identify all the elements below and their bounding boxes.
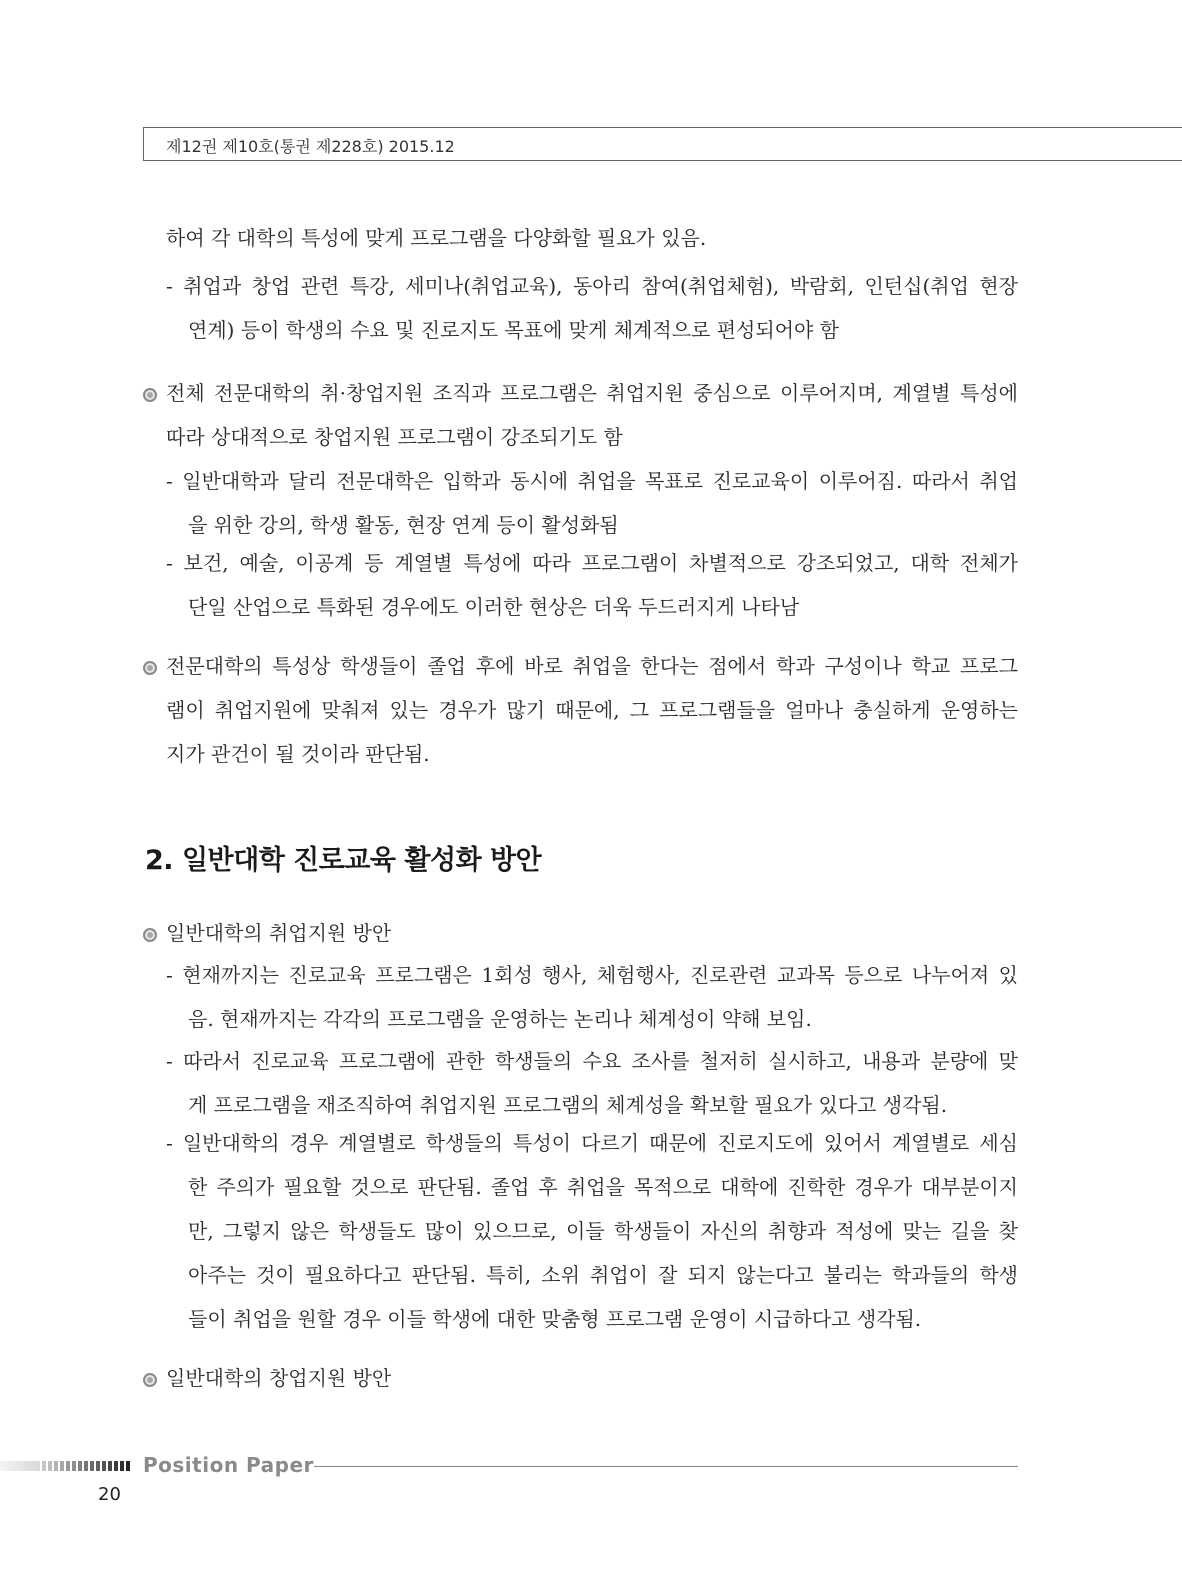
text-line: 단일 산업으로 특화된 경우에도 이러한 현상은 더욱 두드러지게 나타남 <box>188 595 800 619</box>
dash-item <box>166 459 1018 547</box>
bullet-item <box>166 911 391 955</box>
footer-rule <box>314 1466 1018 1467</box>
publication-label: Position Paper <box>143 1453 314 1477</box>
text-line: 하여 각 대학의 특성에 맞게 프로그램을 다양화할 필요가 있음. <box>166 226 707 250</box>
paragraph <box>166 216 706 260</box>
text-line: - 취업과 창업 관련 특강, 세미나(취업교육), 동아리 참여(취업체험), 박람회, 인턴십(취업 현장 <box>166 274 1018 298</box>
dash-item <box>166 1121 1018 1341</box>
text-line: 아주는 것이 필요하다고 판단됨. 특히, 소위 취업이 잘 되지 않는다고 불리는 학과들의 학생 <box>188 1263 1018 1287</box>
text-line: - 현재까지는 진로교육 프로그램은 1회성 행사, 체험행사, 진로관련 교과목 등으로 나누어져 있 <box>166 963 1018 987</box>
text-line: 램이 취업지원에 맞춰져 있는 경우가 많기 때문에, 그 프로그램들을 얼마나 충실하게 운영하는 <box>166 698 1018 722</box>
text-line: 연계) 등이 학생의 수요 및 진로지도 목표에 맞게 체계적으로 편성되어야 함 <box>188 318 839 342</box>
page-number: 20 <box>98 1484 121 1505</box>
text-line: - 일반대학의 경우 계열별로 학생들의 특성이 다르기 때문에 진로지도에 있어서 계열별로 세심 <box>166 1131 1018 1155</box>
text-line: 을 위한 강의, 학생 활동, 현장 연계 등이 활성화됨 <box>188 513 619 537</box>
bullet-icon <box>143 661 157 675</box>
issue-info: 제12권 제10호(통권 제228호) 2015.12 <box>166 137 455 156</box>
text-line: 만, 그렇지 않은 학생들도 많이 있으므로, 이들 학생들이 자신의 취향과 적성에 맞는 길을 찾 <box>188 1219 1018 1243</box>
text-line: - 따라서 진로교육 프로그램에 관한 학생들의 수요 조사를 철저히 실시하고, 내용과 분량에 맞 <box>166 1049 1018 1073</box>
text-line: 따라 상대적으로 창업지원 프로그램이 강조되기도 함 <box>166 425 623 449</box>
bullet-item <box>166 644 1018 776</box>
dash-item <box>166 1039 1018 1127</box>
dash-item <box>166 953 1018 1041</box>
bullet-item <box>166 1356 391 1400</box>
text-line: 일반대학의 창업지원 방안 <box>166 1366 392 1390</box>
bullet-icon <box>143 928 157 942</box>
dash-item <box>166 541 1018 629</box>
bullet-icon <box>143 1373 157 1387</box>
text-line: 한 주의가 필요할 것으로 판단됨. 졸업 후 취업을 목적으로 대학에 진학한 경우가 대부분이지 <box>188 1175 1018 1199</box>
bullet-icon <box>143 388 157 402</box>
text-line: 일반대학의 취업지원 방안 <box>166 921 392 945</box>
section-heading: 2. 일반대학 진로교육 활성화 방안 <box>145 845 542 876</box>
text-line: - 보건, 예술, 이공계 등 계열별 특성에 따라 프로그램이 차별적으로 강조되었고, 대학 전체가 <box>166 551 1018 575</box>
footer-gradient-bar <box>0 1461 130 1471</box>
text-line: 지가 관건이 될 것이라 판단됨. <box>166 742 430 766</box>
text-line: - 일반대학과 달리 전문대학은 입학과 동시에 취업을 목표로 진로교육이 이루어짐. 따라서 취업 <box>166 469 1018 493</box>
dash-item <box>166 264 1018 352</box>
text-line: 게 프로그램을 재조직하여 취업지원 프로그램의 체계성을 확보할 필요가 있다고 생각됨. <box>188 1093 948 1117</box>
bullet-item <box>166 371 1018 459</box>
text-line: 음. 현재까지는 각각의 프로그램을 운영하는 논리나 체계성이 약해 보임. <box>188 1007 812 1031</box>
text-line: 전문대학의 특성상 학생들이 졸업 후에 바로 취업을 한다는 점에서 학과 구성이나 학교 프로그 <box>166 654 1018 678</box>
text-line: 전체 전문대학의 취·창업지원 조직과 프로그램은 취업지원 중심으로 이루어지며, 계열별 특성에 <box>166 381 1018 405</box>
text-line: 들이 취업을 원할 경우 이들 학생에 대한 맞춤형 프로그램 운영이 시급하다고 생각됨. <box>188 1307 922 1331</box>
